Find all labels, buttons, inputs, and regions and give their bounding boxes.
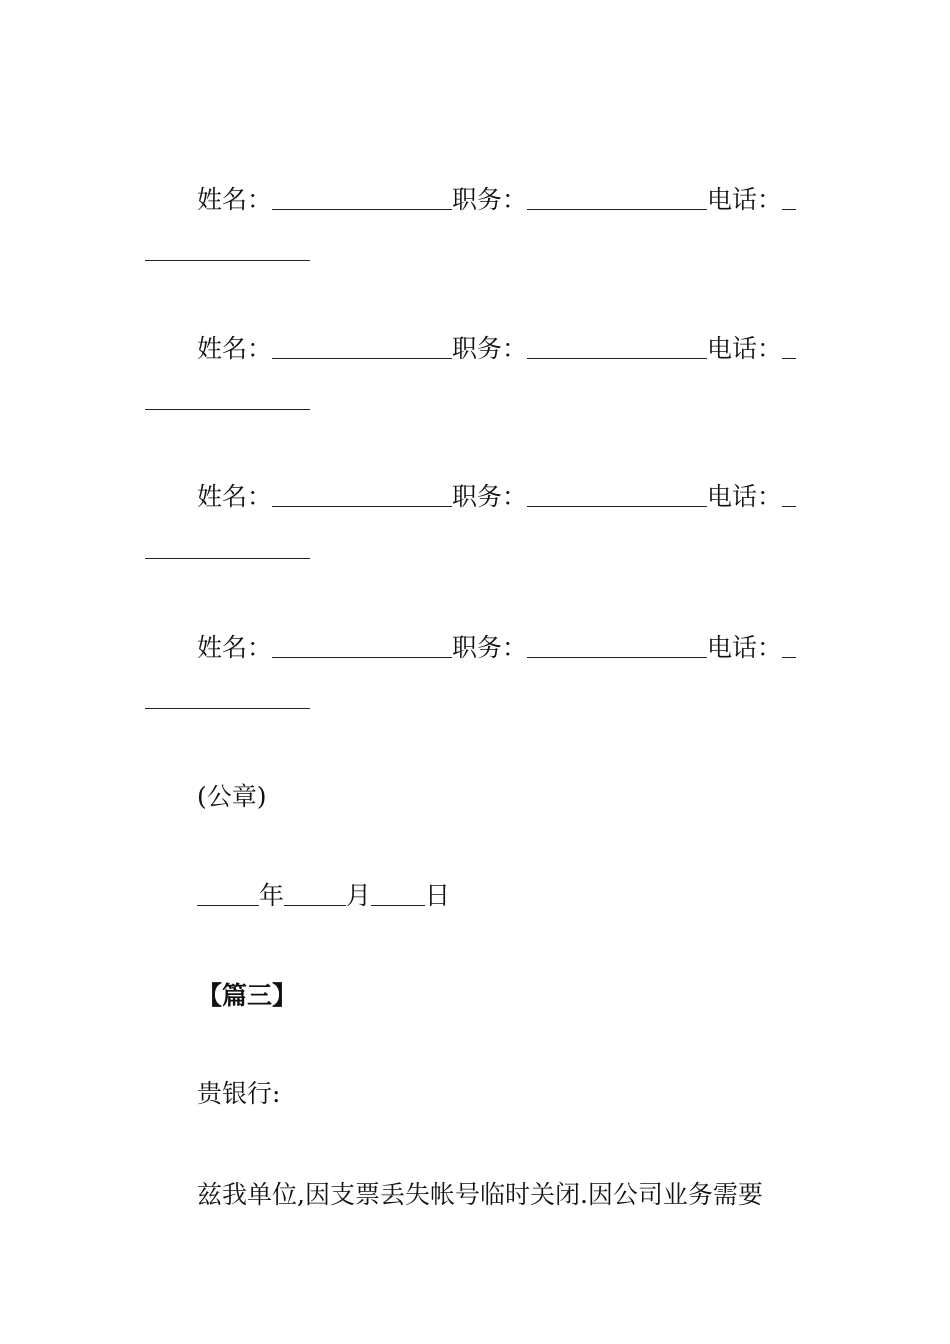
name-label: 姓名：: [197, 482, 273, 511]
phone-blank-continued: [145, 558, 310, 559]
title-label: 职务：: [452, 334, 528, 363]
name-label: 姓名：: [197, 334, 273, 363]
title-blank: [527, 505, 707, 507]
title-blank: [527, 656, 707, 658]
contact-row-2: [197, 333, 796, 365]
name-blank: [272, 505, 452, 507]
name-label: 姓名：: [197, 185, 273, 214]
phone-label: 电话：: [707, 185, 783, 214]
year-blank: [197, 904, 259, 906]
phone-blank-continued: [145, 409, 310, 410]
seal-text: (公章): [197, 782, 267, 811]
phone-blank-continued: [145, 260, 310, 261]
contact-row-3: [197, 481, 796, 513]
contact-row-4: [197, 632, 796, 664]
name-blank: [272, 208, 452, 210]
date-line: [197, 880, 450, 912]
phone-blank: [782, 357, 796, 359]
phone-blank: [782, 505, 796, 507]
salutation: 贵银行:: [197, 1079, 281, 1108]
day-blank: [371, 904, 425, 906]
year-label: 年: [259, 881, 285, 910]
title-label: 职务：: [452, 633, 528, 662]
month-blank: [284, 904, 346, 906]
contact-row-1: [197, 184, 796, 216]
section-heading: 【篇三】: [197, 981, 298, 1010]
title-blank: [527, 357, 707, 359]
body-paragraph: 兹我单位,因支票丢失帐号临时关闭.因公司业务需要: [197, 1180, 763, 1209]
day-label: 日: [425, 881, 451, 910]
title-label: 职务：: [452, 482, 528, 511]
phone-blank: [782, 208, 796, 210]
phone-blank-continued: [145, 708, 310, 709]
month-label: 月: [346, 881, 372, 910]
name-blank: [272, 656, 452, 658]
title-label: 职务：: [452, 185, 528, 214]
phone-label: 电话：: [707, 633, 783, 662]
phone-label: 电话：: [707, 482, 783, 511]
phone-label: 电话：: [707, 334, 783, 363]
title-blank: [527, 208, 707, 210]
name-blank: [272, 357, 452, 359]
phone-blank: [782, 656, 796, 658]
name-label: 姓名：: [197, 633, 273, 662]
